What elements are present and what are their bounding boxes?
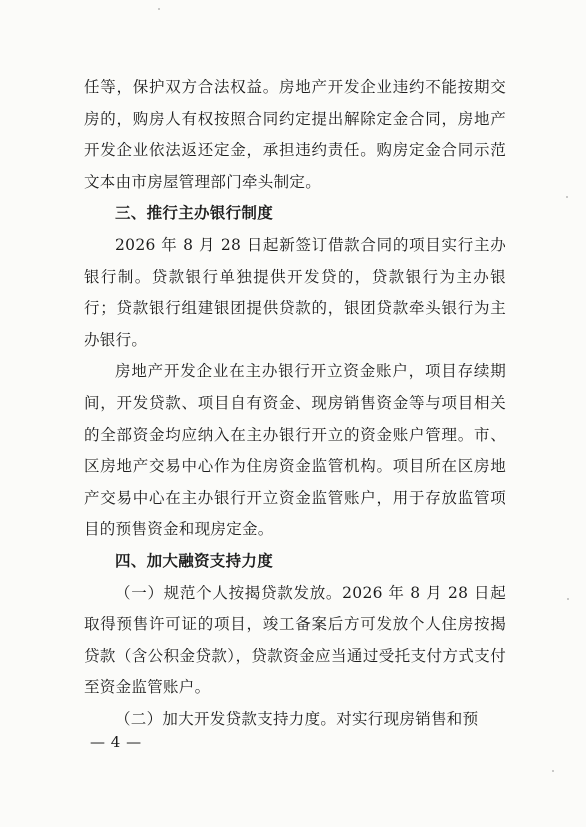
scan-speck: [566, 196, 568, 198]
scan-speck: [552, 770, 554, 772]
section-heading-4: 四、加大融资支持力度: [115, 551, 274, 570]
document-body: [84, 72, 506, 735]
page-number: — 4 —: [90, 733, 142, 751]
paragraph-1: 任等，保护双方合法权益。房地产开发企业违约不能按期交房的，购房人有权按照合同约定提出解除定金合同，房地产开发企业依法返还定金，承担违约责任。购房定金合同示范文本由市房屋管理部门牵头制定。: [84, 78, 506, 191]
section-heading-3: 三、推行主办银行制度: [115, 204, 274, 223]
paragraph-3: 房地产开发企业在主办银行开立资金账户，项目存续期间，开发贷款、项目自有资金、现房销售资金等与项目相关的全部资金均应纳入在主办银行开立的资金账户管理。市、区房地产交易中心作为住房资金监管机构。项目所在区房地产交易中心在主办银行开立资金监管账户，用于存放监管项目的预售资金和现房定金。: [84, 362, 506, 539]
paragraph-4: （一）规范个人按揭贷款发放。2026 年 8 月 28 日起取得预售许可证的项目，竣工备案后方可发放个人住房按揭贷款（含公积金贷款），贷款资金应当通过受托支付方式支付至资金监管账户。: [84, 583, 506, 697]
paragraph-2: 2026 年 8 月 28 日起新签订借款合同的项目实行主办银行制。贷款银行单独提供开发贷的，贷款银行为主办银行；贷款银行组建银团提供贷款的，银团贷款牵头银行为主办银行。: [84, 235, 506, 349]
scan-speck: [567, 598, 569, 600]
scan-speck: [158, 8, 160, 10]
paragraph-5: （二）加大开发贷款支持力度。对实行现房销售和预: [115, 709, 479, 728]
